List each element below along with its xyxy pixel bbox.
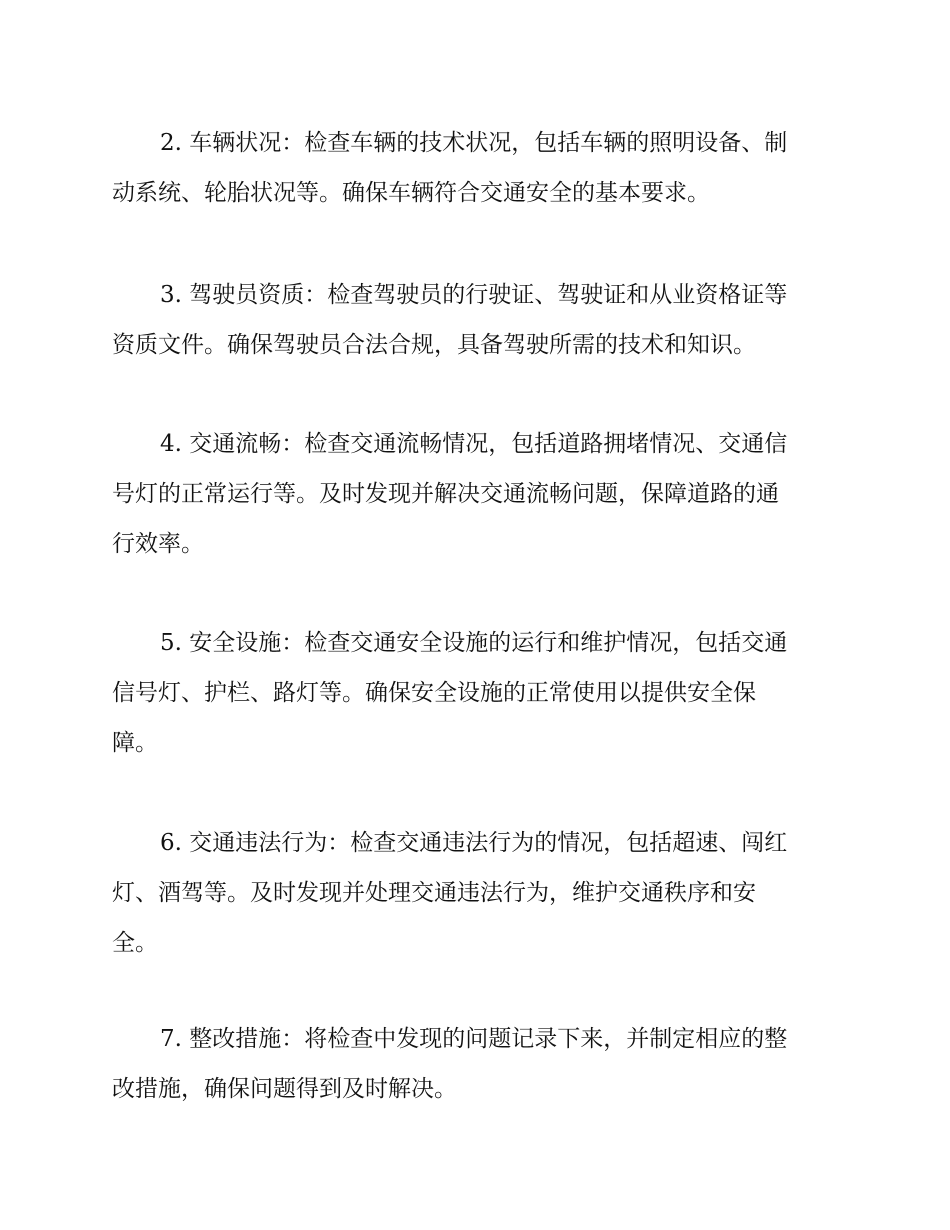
paragraph-traffic-violations — [112, 818, 832, 968]
text-line: 4. 交通流畅：检查交通流畅情况，包括道路拥堵情况、交通信 — [160, 431, 788, 457]
text-line: 灯、酒驾等。及时发现并处理交通违法行为，维护交通秩序和安 — [112, 880, 756, 906]
text-line: 3. 驾驶员资质：检查驾驶员的行驶证、驾驶证和从业资格证等 — [160, 282, 788, 308]
text-line: 全。 — [112, 930, 158, 956]
paragraph-traffic-flow — [112, 419, 832, 569]
text-line: 信号灯、护栏、路灯等。确保安全设施的正常使用以提供安全保 — [112, 680, 756, 706]
text-line: 6. 交通违法行为：检查交通违法行为的情况，包括超速、闯红 — [160, 830, 788, 856]
paragraph-rectification-measures — [112, 1014, 832, 1114]
paragraph-driver-qualification — [112, 270, 832, 370]
text-line: 障。 — [112, 730, 158, 756]
text-line: 资质文件。确保驾驶员合法合规，具备驾驶所需的技术和知识。 — [112, 332, 756, 358]
text-line: 7. 整改措施：将检查中发现的问题记录下来，并制定相应的整 — [160, 1026, 788, 1052]
text-line: 动系统、轮胎状况等。确保车辆符合交通安全的基本要求。 — [112, 180, 710, 206]
paragraph-vehicle-condition — [112, 118, 832, 218]
text-line: 号灯的正常运行等。及时发现并解决交通流畅问题，保障道路的通 — [112, 481, 779, 507]
text-line: 5. 安全设施：检查交通安全设施的运行和维护情况，包括交通 — [160, 630, 788, 656]
text-line: 2. 车辆状况：检查车辆的技术状况，包括车辆的照明设备、制 — [160, 130, 788, 156]
text-line: 行效率。 — [112, 531, 204, 557]
text-line: 改措施，确保问题得到及时解决。 — [112, 1076, 457, 1102]
paragraph-safety-facilities — [112, 618, 832, 768]
